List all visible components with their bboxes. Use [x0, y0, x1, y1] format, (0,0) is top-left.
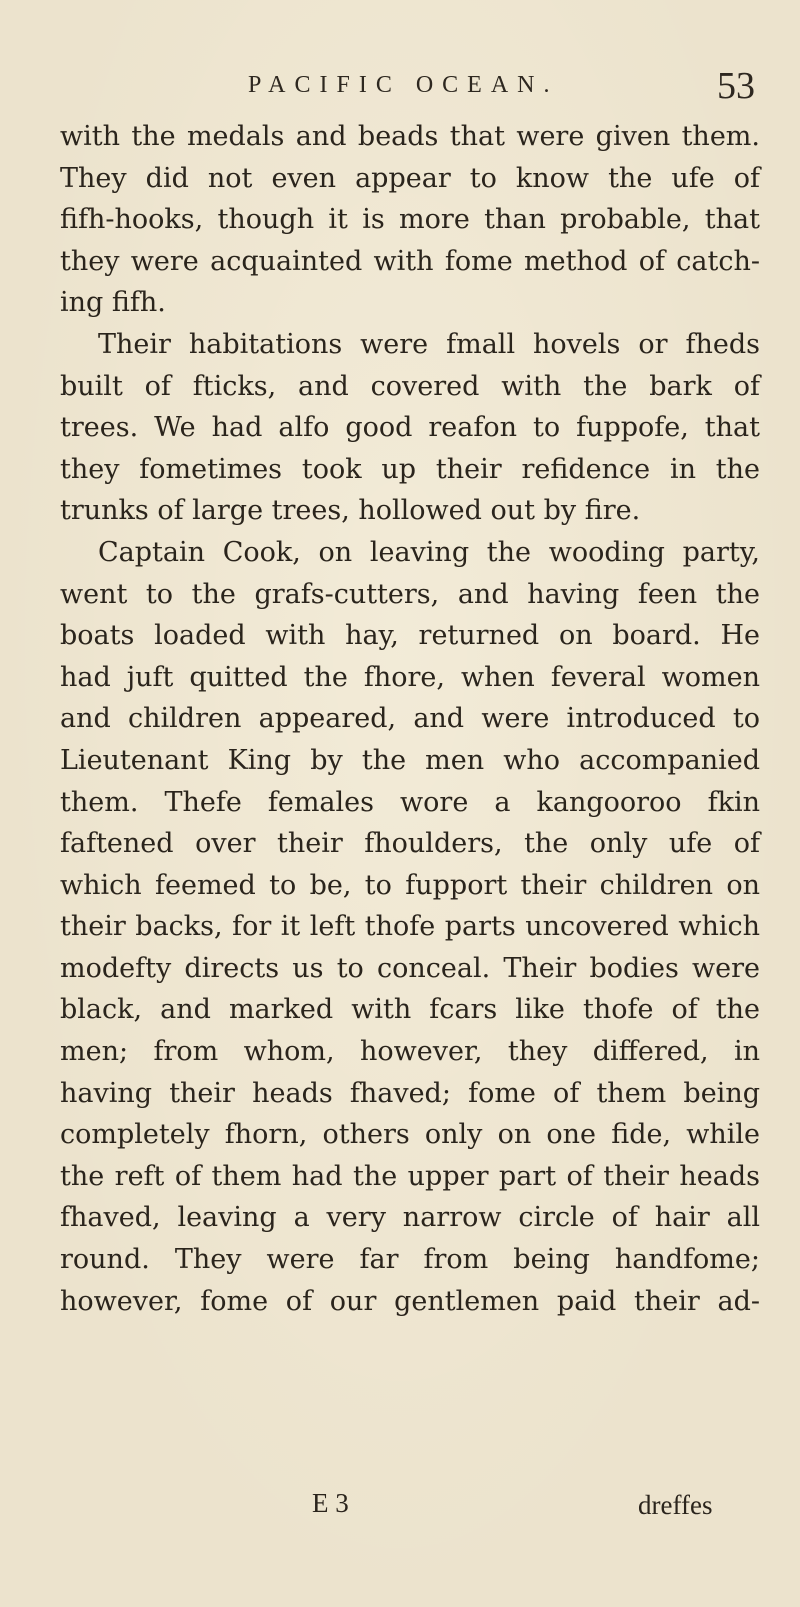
text-line: modefty directs us to conceal. Their bodies were [60, 952, 760, 984]
text-line: They did not even appear to know the ufe of [60, 162, 760, 194]
page-number: 53 [717, 65, 755, 107]
text-line: faftened over their fhoulders, the only ufe of [60, 828, 760, 860]
text-line: black, and marked with fcars like thofe of the [60, 994, 760, 1026]
text-line: Lieutenant King by the men who accompanied [60, 744, 760, 776]
text-line: round. They were far from being handfome; [60, 1244, 760, 1276]
text-line: which feemed to be, to fupport their children on [60, 869, 760, 901]
text-line: their backs, for it left thofe parts uncovered which [60, 911, 760, 943]
text-line: and children appeared, and were introduced to [60, 703, 760, 735]
text-line: Their habitations were fmall hovels or fheds [98, 328, 760, 360]
text-line: went to the grafs-cutters, and having feen the [60, 578, 760, 610]
text-line: fifh-hooks, though it is more than probable, that [60, 204, 760, 236]
text-line: them. Thefe females wore a kangooroo fkin [60, 786, 760, 818]
catchword: dreffes [638, 1490, 713, 1520]
text-line: with the medals and beads that were given them. [60, 121, 760, 152]
text-line: they fometimes took up their refidence in the [60, 453, 760, 485]
text-line: having their heads fhaved; fome of them being [60, 1077, 760, 1109]
text-line: boats loaded with hay, returned on board. He [60, 620, 760, 652]
text-line: the reft of them had the upper part of their heads [60, 1160, 760, 1192]
text-line: trunks of large trees, hollowed out by fire. [60, 495, 641, 527]
signature-mark: E 3 [312, 1488, 349, 1518]
text-line: Captain Cook, on leaving the wooding party, [98, 536, 760, 568]
body-text [60, 116, 760, 1322]
text-line: they were acquainted with fome method of catch- [60, 245, 760, 277]
text-line: built of fticks, and covered with the bark of [60, 370, 760, 402]
text-line: fhaved, leaving a very narrow circle of hair all [60, 1202, 760, 1234]
page-footer [0, 1488, 800, 1530]
running-head [0, 65, 800, 108]
running-title: PACIFIC OCEAN. [248, 72, 559, 98]
text-line: men; from whom, however, they differed, in [60, 1036, 760, 1068]
text-line: completely fhorn, others only on one fide, while [60, 1119, 760, 1151]
text-line: ing fifh. [60, 287, 166, 319]
text-line: had juft quitted the fhore, when feveral women [60, 661, 760, 693]
text-line: trees. We had alfo good reafon to fuppofe, that [60, 412, 760, 444]
text-line: however, fome of our gentlemen paid their ad- [60, 1285, 760, 1317]
